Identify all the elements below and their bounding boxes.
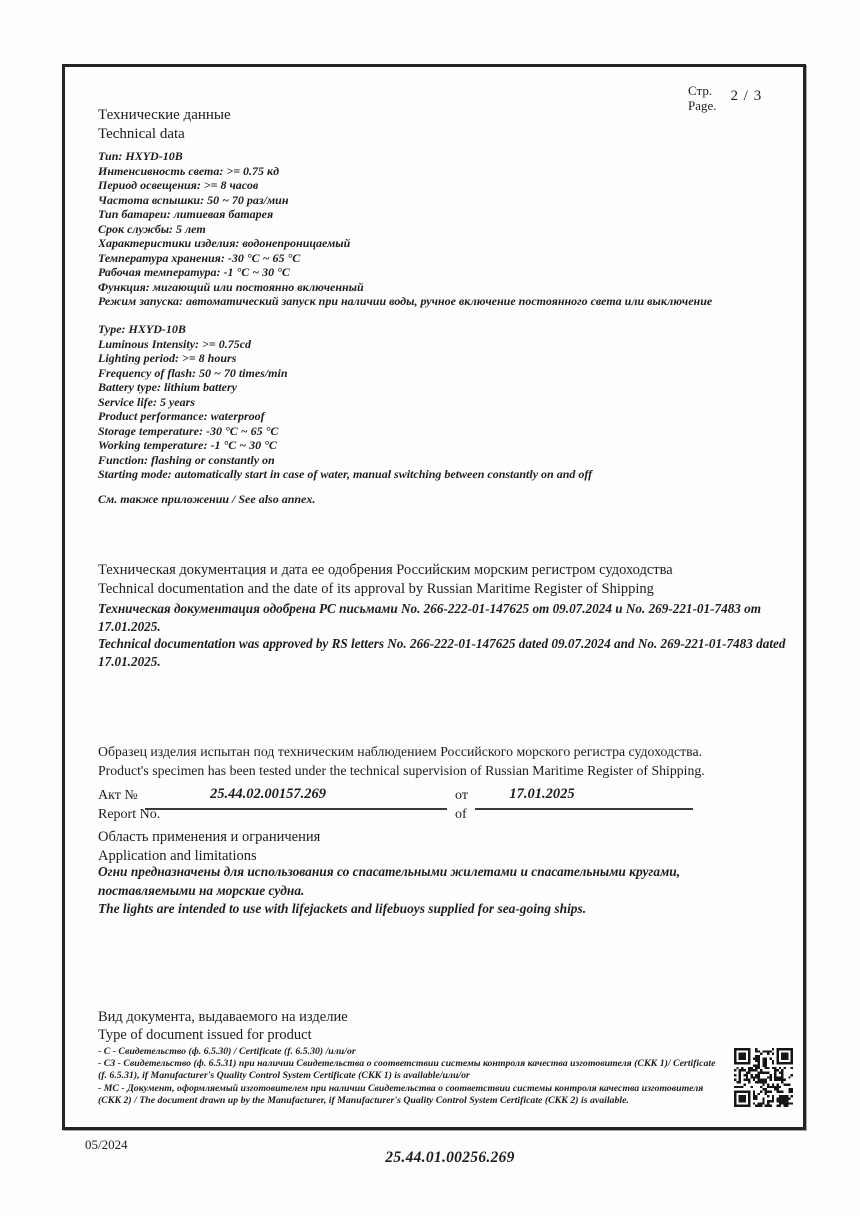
spec-line: Working temperature: -1 °C ~ 30 °C <box>98 438 277 452</box>
page-number: 2 / 3 <box>730 88 763 104</box>
spec-line: Функция: мигающий или постоянно включенный <box>98 279 364 294</box>
spec-line: Тип батареи: литиевая батарея <box>98 207 274 221</box>
documentation-heading-ru: Техническая документация и дата ее одобрения Российским морским регистром судоходства <box>98 562 673 578</box>
form-number: 25.44.01.00256.269 <box>385 1149 515 1166</box>
report-label-en: Report No. <box>98 807 161 822</box>
application-heading-ru: Область применения и ограничения <box>98 829 321 845</box>
page-label-en: Page. <box>688 98 717 113</box>
spec-line: Luminous Intensity: >= 0.75cd <box>98 336 252 351</box>
document-type-items <box>98 1046 722 1107</box>
spec-line: Тип: HXYD-10B <box>98 149 183 163</box>
document-type-heading <box>98 1008 348 1044</box>
document-type-item: - СЗ - Свидетельство (ф. 6.5.31) при наличии Свидетельства о соответствии системы контроля качества изготовителя (СКК 1)/ Certificate (f. 6.5.31), if Manufacturer's Quality Control System Certificate (СКК 1) is available/или/or <box>98 1058 716 1082</box>
date-label-ru: от <box>455 788 468 803</box>
approval-statement-ru: Техническая документация одобрена РС письмами No. 266-222-01-147625 от 09.07.2024 и No. 269-221-01-7483 от 17.01.2025. <box>98 601 762 634</box>
spec-line: Температура хранения: -30 °C ~ 65 °C <box>98 250 301 265</box>
document-type-heading-ru: Вид документа, выдаваемого на изделие <box>98 1009 348 1025</box>
spec-line: Function: flashing or constantly on <box>98 452 275 467</box>
application-text-ru: Огни предназначены для использования со спасательными жилетами и спасательными кругами, поставляемыми на морские судна. <box>98 864 681 898</box>
qr-code-icon <box>734 1048 793 1107</box>
page-indicator <box>688 83 762 113</box>
spec-line: Storage temperature: -30 °C ~ 65 °C <box>98 423 279 438</box>
technical-data-heading-ru: Технические данные <box>98 107 231 123</box>
application-text <box>98 863 756 919</box>
spec-line: Частота вспышки: 50 ~ 70 раз/мин <box>98 192 289 207</box>
form-edition: 05/2024 <box>85 1137 128 1152</box>
see-annex-note: См. также приложении / See also annex. <box>98 492 316 506</box>
document-type-heading-en: Type of document issued for product <box>98 1027 312 1043</box>
application-text-en: The lights are intended to use with lifejackets and lifebuoys supplied for sea-going ships. <box>98 901 587 917</box>
spec-line: Режим запуска: автоматический запуск при наличии воды, ручное включение постоянного света или выключение <box>98 294 713 308</box>
spec-line: Frequency of flash: 50 ~ 70 times/min <box>98 365 288 380</box>
document-type-item: - C - Свидетельство (ф. 6.5.30) / Certificate (f. 6.5.30) /или/or <box>98 1046 356 1057</box>
report-date-value: 17.01.2025 <box>509 786 575 802</box>
spec-line: Starting mode: automatically start in case of water, manual switching between constantly on and off <box>98 467 593 481</box>
report-number-field <box>145 786 447 810</box>
spec-line: Service life: 5 years <box>98 394 195 409</box>
report-date-field <box>475 786 693 810</box>
specs-russian <box>98 149 712 309</box>
document-type-item: - МС - Документ, оформляемый изготовителем при наличии Свидетельства о соответствии системы контроля качества изготовителя (СКК 2) / The document drawn up by the Manufacturer, if Manufacturer's Quality Control System Certificate (СКК 2) is available. <box>98 1082 704 1106</box>
report-label-ru: Акт № <box>98 788 138 803</box>
spec-line: Интенсивность света: >= 0.75 кд <box>98 163 280 178</box>
approval-statement-en: Technical documentation was approved by RS letters No. 266-222-01-147625 dated 09.07.2024 and No. 269-221-01-7483 dated 17.01.2025. <box>98 636 786 669</box>
spec-line: Срок службы: 5 лет <box>98 221 206 236</box>
testing-statement-ru: Образец изделия испытан под техническим наблюдением Российского морского регистра судоходства. <box>98 744 703 759</box>
documentation-heading-en: Technical documentation and the date of its approval by Russian Maritime Register of Shipping <box>98 580 654 597</box>
page-label-ru: Стр. <box>688 83 713 98</box>
testing-statement-en: Product's specimen has been tested under the technical supervision of Russian Maritime Register of Shipping. <box>98 763 705 778</box>
spec-line: Характеристики изделия: водонепроницаемый <box>98 236 351 250</box>
technical-data-heading-en: Technical data <box>98 126 185 142</box>
report-date-label <box>455 786 468 824</box>
spec-line: Lighting period: >= 8 hours <box>98 351 237 365</box>
spec-line: Рабочая температура: -1 °C ~ 30 °C <box>98 265 290 279</box>
date-label-en: of <box>455 807 467 822</box>
documentation-heading <box>98 561 673 598</box>
spec-line: Type: HXYD-10B <box>98 322 186 336</box>
testing-statement <box>98 742 705 780</box>
spec-line: Product performance: waterproof <box>98 409 265 423</box>
spec-line: Период освещения: >= 8 часов <box>98 178 259 192</box>
application-heading-en: Application and limitations <box>98 847 257 864</box>
approval-statement <box>98 600 798 670</box>
specs-english <box>98 322 592 482</box>
spec-line: Battery type: lithium battery <box>98 380 237 394</box>
report-number-value: 25.44.02.00157.269 <box>210 786 326 802</box>
technical-data-heading <box>98 106 231 144</box>
application-heading <box>98 828 320 865</box>
